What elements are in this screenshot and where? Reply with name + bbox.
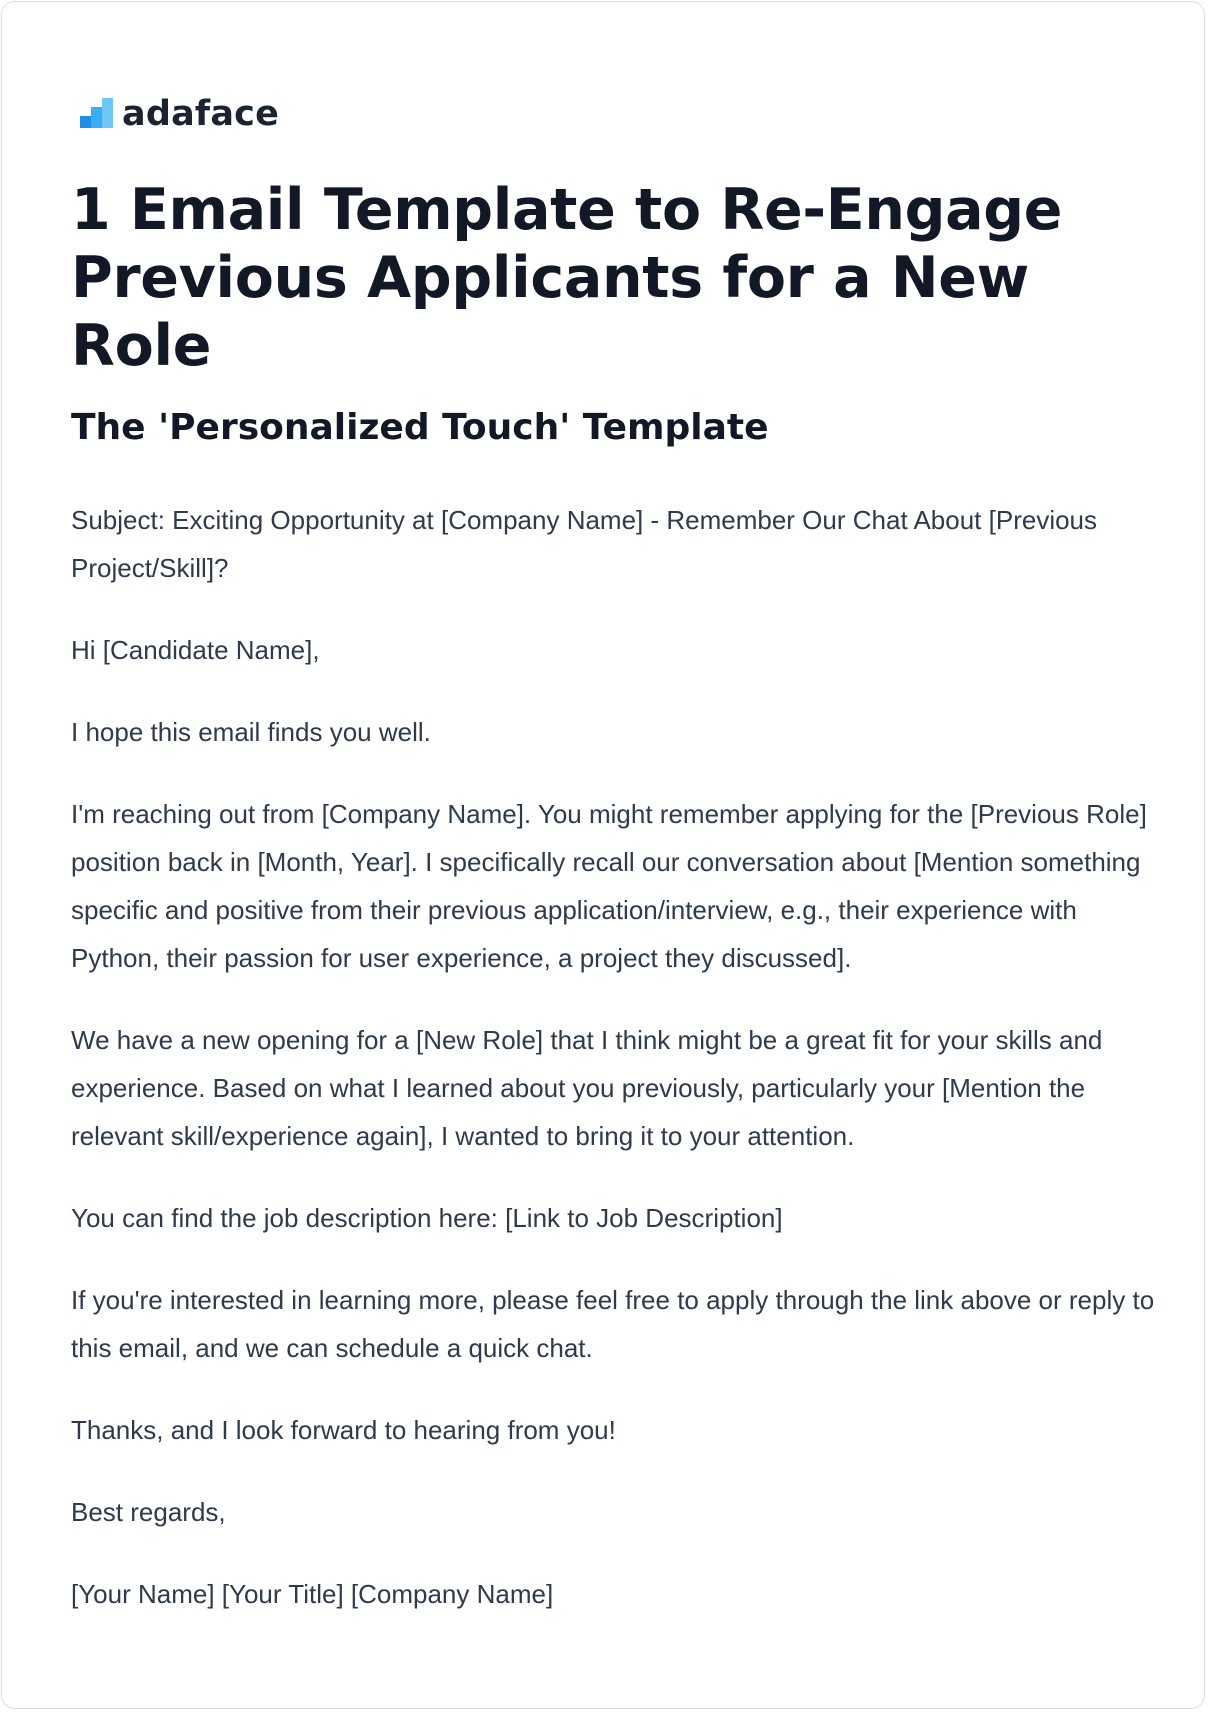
email-opening: I hope this email finds you well. [71, 717, 431, 747]
template-heading: The 'Personalized Touch' Template [71, 407, 769, 448]
email-subject: Subject: Exciting Opportunity at [Company Name] - Remember Our Chat About [Previous Project/Skill]? [71, 505, 1098, 583]
logo-bar-small [80, 116, 91, 128]
brand-header [80, 94, 279, 134]
email-job-link: You can find the job description here: [Link to Job Description] [71, 1203, 783, 1233]
logo-bar-large [102, 98, 113, 128]
email-thanks: Thanks, and I look forward to hearing from you! [71, 1415, 616, 1445]
adaface-logo-icon [80, 98, 114, 130]
email-greeting: Hi [Candidate Name], [71, 635, 320, 665]
email-call-to-action: If you're interested in learning more, please feel free to apply through the link above or reply to this email, and we can schedule a quick chat. [71, 1285, 1155, 1363]
brand-name: adaface [122, 93, 280, 134]
email-template-body [71, 496, 1161, 1652]
logo-bar-medium [91, 107, 102, 128]
document-card [1, 1, 1205, 1709]
page-title: 1 Email Template to Re-Engage Previous Applicants for a New Role [71, 177, 1063, 379]
email-paragraph-opportunity: We have a new opening for a [New Role] that I think might be a great fit for your skills and experience. Based on what I learned about you previously, particularly your [Mention the relevant skill/experience again], I wanted to bring it to your attention. [71, 1025, 1103, 1151]
email-signature: [Your Name] [Your Title] [Company Name] [71, 1579, 554, 1609]
email-closing: Best regards, [71, 1497, 226, 1527]
email-paragraph-context: I'm reaching out from [Company Name]. You might remember applying for the [Previous Role] position back in [Month, Year]. I specifically recall our conversation about [Mention something specific and positive from their previous application/interview, e.g., their experience with Python, their passion for user experience, a project they discussed]. [71, 799, 1147, 973]
